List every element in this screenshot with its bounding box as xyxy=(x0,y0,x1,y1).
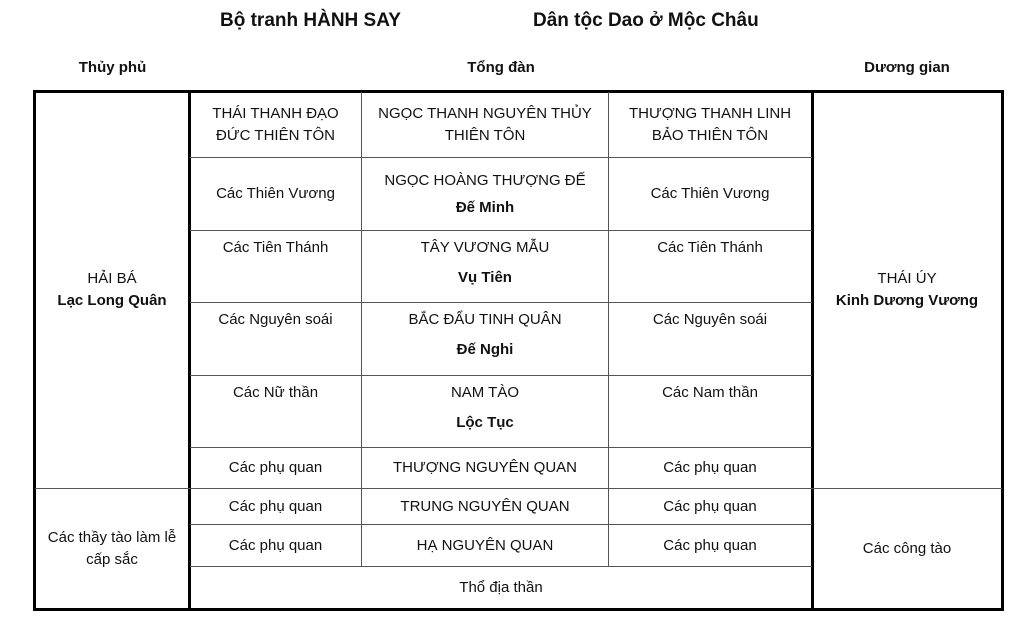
left-top-name: Lạc Long Quân xyxy=(57,292,167,309)
right-top-title: THÁI ÚY xyxy=(877,270,937,287)
table-cell: BẮC ĐẨU TINH QUÂN Đế Nghi xyxy=(408,311,562,358)
table-cell: Các phụ quan xyxy=(663,459,757,476)
table-cell: NGỌC THANH NGUYÊN THỦY THIÊN TÔN xyxy=(378,104,592,144)
table-cell: THÁI THANH ĐẠO ĐỨC THIÊN TÔN xyxy=(212,104,339,144)
left-top-cell xyxy=(35,92,189,488)
table-cell: Các Tiên Thánh xyxy=(222,239,329,256)
table-cell: Các Thiên Vương xyxy=(650,185,770,202)
table-cell: Các phụ quan xyxy=(663,536,757,554)
right-bottom-text: Các công tào xyxy=(862,539,952,557)
table-cell: Các Tiên Thánh xyxy=(657,239,763,256)
table-cell: Các phụ quan xyxy=(228,536,323,554)
table-cell: NGỌC HOÀNG THƯỢNG ĐẾ Đế Minh xyxy=(384,171,586,216)
right-top-cell xyxy=(813,92,1001,488)
right-top-name: Kinh Dương Vương xyxy=(835,292,979,309)
table-cell: Các Nguyên soái xyxy=(218,311,333,328)
header-tong-dan: Tổng đàn xyxy=(467,59,535,76)
left-bottom-text: Các thầy tào làm lễ cấp sắc xyxy=(47,528,177,568)
table-cell: TÂY VƯƠNG MẪU Vụ Tiên xyxy=(420,239,550,286)
table-cell: Các Nguyên soái xyxy=(652,311,768,328)
header-duong-gian: Dương gian xyxy=(864,59,950,76)
left-top-title: HẢI BÁ xyxy=(87,270,137,287)
table-cell: THƯỢNG NGUYÊN QUAN xyxy=(392,459,577,476)
header-thuy-phu: Thủy phủ xyxy=(78,59,147,76)
document-title: Bộ tranh HÀNH SAY xyxy=(220,10,401,31)
table-cell: Các Nữ thần xyxy=(232,384,319,401)
table-cell: THƯỢNG THANH LINH BẢO THIÊN TÔN xyxy=(628,104,792,144)
document-subtitle: Dân tộc Dao ở Mộc Châu xyxy=(533,10,759,31)
table-cell: Các phụ quan xyxy=(228,497,323,515)
left-bottom-cell xyxy=(35,489,189,608)
table-cell: Các Nam thần xyxy=(662,384,758,401)
right-bottom-cell xyxy=(813,489,1001,608)
table-cell: TRUNG NGUYÊN QUAN xyxy=(400,497,570,515)
table-cell: Các Thiên Vương xyxy=(216,185,335,202)
table-cell: NAM TÀO Lộc Tục xyxy=(450,384,520,431)
table-cell: Các phụ quan xyxy=(228,459,323,476)
table-cell: Các phụ quan xyxy=(663,497,757,515)
table-cell: HẠ NGUYÊN QUAN xyxy=(416,536,554,554)
footer-cell: Thổ địa thần xyxy=(459,578,543,596)
